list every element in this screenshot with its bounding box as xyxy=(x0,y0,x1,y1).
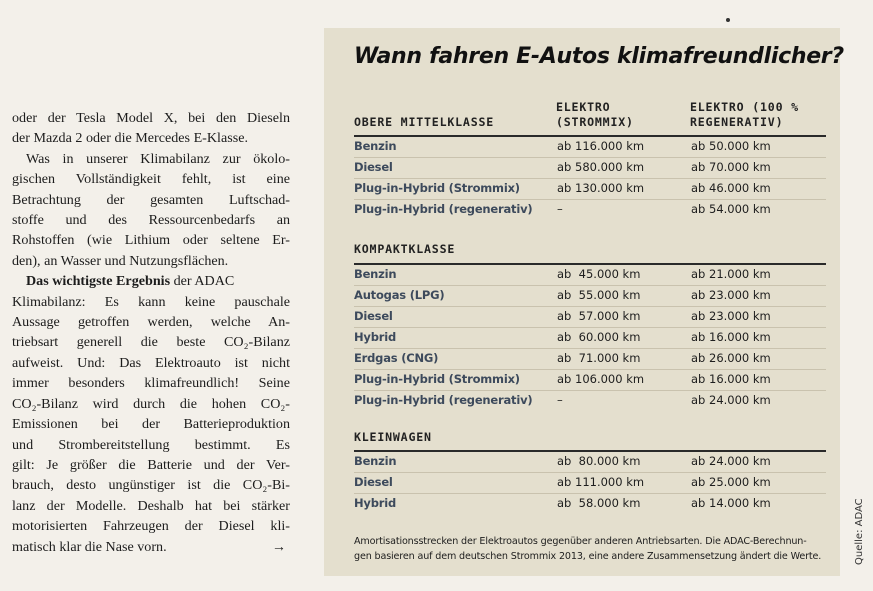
article-line: lanz der Modelle. Deshalb hat bei stärker xyxy=(12,497,290,514)
box-title: Wann fahren E-Autos klimafreundlicher? xyxy=(354,44,844,69)
box-caption xyxy=(354,534,834,564)
value-strommix: ab 130.000 km xyxy=(557,181,645,195)
bold-lead: Das wichtigste Ergebnis xyxy=(26,273,171,290)
caption-line: Amortisationsstrecken der Elektroautos gegenüber anderen Antriebsarten. Die ADAC-Berechnun- xyxy=(354,536,807,547)
table-row xyxy=(354,472,826,493)
article-text xyxy=(12,108,290,557)
article-line: stoffe und des Ressourcenbedarfs an xyxy=(12,212,290,229)
article-line: brauch, desto ungünstiger ist die CO₂-Bi- xyxy=(12,477,290,494)
print-speck xyxy=(726,18,730,22)
article-line: Aussage getroffen werden, welche An- xyxy=(12,314,290,331)
col-header-strommix-2: (STROMMIX) xyxy=(556,115,634,129)
value-regenerativ: ab 24.000 km xyxy=(691,454,771,468)
article-line: aufweist. Und: Das Elektroauto ist nicht xyxy=(12,354,290,371)
article-line: Rohstoffen (wie Lithium oder seltene Er- xyxy=(12,232,290,249)
article-line: gischen Vollständigkeit fehlt, ist eine xyxy=(12,171,290,188)
article-line: Klimabilanz: Es kann keine pauschale xyxy=(12,293,290,310)
row-label: Autogas (LPG) xyxy=(354,288,445,302)
info-box xyxy=(324,28,844,576)
row-label: Plug-in-Hybrid (Strommix) xyxy=(354,372,520,386)
row-label: Benzin xyxy=(354,454,397,468)
article-line: Betrachtung der gesamten Luftschad- xyxy=(12,191,290,208)
col-header-regenerativ-1: ELEKTRO (100 % xyxy=(690,100,799,114)
table-row xyxy=(354,157,826,178)
row-label: Benzin xyxy=(354,139,397,153)
value-strommix: ab 80.000 km xyxy=(557,454,641,468)
article-line: gilt: Je größer die Batterie und der Ver- xyxy=(12,456,290,473)
article-line: den), an Wasser und Nutzungsflächen. xyxy=(12,252,229,269)
article-line: der Mazda 2 oder die Mercedes E-Klasse. xyxy=(12,130,248,147)
row-label: Plug-in-Hybrid (regenerativ) xyxy=(354,202,533,216)
value-strommix: ab 57.000 km xyxy=(557,309,641,323)
value-regenerativ: ab 16.000 km xyxy=(691,372,771,386)
row-label: Benzin xyxy=(354,267,397,281)
table-row xyxy=(354,327,826,348)
value-regenerativ: ab 70.000 km xyxy=(691,160,771,174)
col-header-strommix-1: ELEKTRO xyxy=(556,100,611,114)
value-regenerativ: ab 21.000 km xyxy=(691,267,771,281)
article-line: CO₂-Bilanz wird durch die hohen CO₂- xyxy=(12,395,290,412)
row-label: Erdgas (CNG) xyxy=(354,351,439,365)
value-regenerativ: ab 23.000 km xyxy=(691,288,771,302)
source-credit: Quelle: ADAC xyxy=(854,498,865,565)
value-regenerativ: ab 24.000 km xyxy=(691,393,771,407)
value-strommix: ab 55.000 km xyxy=(557,288,641,302)
table-row xyxy=(354,178,826,199)
value-regenerativ: ab 23.000 km xyxy=(691,309,771,323)
value-regenerativ: ab 54.000 km xyxy=(691,202,771,216)
value-regenerativ: ab 25.000 km xyxy=(691,475,771,489)
table-row xyxy=(354,390,826,411)
table-row xyxy=(354,451,826,472)
table-row xyxy=(354,285,826,306)
article-line: oder der Tesla Model X, bei den Dieseln xyxy=(12,110,290,126)
section-name: KOMPAKTKLASSE xyxy=(354,242,456,256)
value-strommix: ab 106.000 km xyxy=(557,372,645,386)
value-regenerativ: ab 50.000 km xyxy=(691,139,771,153)
article-line: und Strombereitstellung bestimmt. Es xyxy=(12,436,290,453)
section-header xyxy=(354,100,826,130)
row-label: Diesel xyxy=(354,475,393,489)
value-strommix: ab 116.000 km xyxy=(557,139,645,153)
section-name: OBERE MITTELKLASSE xyxy=(354,115,495,129)
value-regenerativ: ab 46.000 km xyxy=(691,181,771,195)
article-line: Das wichtigste Ergebnis der ADAC xyxy=(26,273,235,290)
value-strommix: ab 58.000 km xyxy=(557,496,641,510)
table-row xyxy=(354,264,826,285)
article-line: Emissionen bei der Batterieproduktion xyxy=(12,416,290,433)
value-regenerativ: ab 16.000 km xyxy=(691,330,771,344)
article-line: immer besonders klimafreundlich! Seine xyxy=(12,375,290,392)
table-row xyxy=(354,306,826,327)
value-regenerativ: ab 26.000 km xyxy=(691,351,771,365)
value-strommix: ab 71.000 km xyxy=(557,351,641,365)
row-label: Diesel xyxy=(354,309,393,323)
row-label: Hybrid xyxy=(354,496,396,510)
table-row xyxy=(354,136,826,157)
value-strommix: ab 60.000 km xyxy=(557,330,641,344)
value-strommix: – xyxy=(557,202,563,216)
article-line: triebsart generell die beste CO₂-Bilanz xyxy=(12,334,290,351)
value-regenerativ: ab 14.000 km xyxy=(691,496,771,510)
table-row xyxy=(354,493,826,514)
article-line: Was in unserer Klimabilanz zur ökolo- xyxy=(26,150,290,167)
row-label: Plug-in-Hybrid (regenerativ) xyxy=(354,393,533,407)
table-row xyxy=(354,369,826,390)
caption-line: gen basieren auf dem deutschen Strommix 2013, eine andere Zusammensetzung ändert die Werte. xyxy=(354,551,822,562)
value-strommix: ab 580.000 km xyxy=(557,160,645,174)
table-row xyxy=(354,348,826,369)
value-strommix: ab 111.000 km xyxy=(557,475,645,489)
continue-arrow-icon: → xyxy=(271,538,286,555)
section-header xyxy=(354,430,826,446)
col-header-regenerativ-2: REGENERATIV) xyxy=(690,115,784,129)
section-header xyxy=(354,242,826,258)
article-line: matisch klar die Nase vorn. → xyxy=(12,537,290,557)
row-label: Diesel xyxy=(354,160,393,174)
table-row xyxy=(354,199,826,220)
row-label: Plug-in-Hybrid (Strommix) xyxy=(354,181,520,195)
row-label: Hybrid xyxy=(354,330,396,344)
section-name: KLEINWAGEN xyxy=(354,430,432,444)
article-line: motorisierten Fahrzeugen der Diesel kli- xyxy=(12,518,290,535)
value-strommix: ab 45.000 km xyxy=(557,267,641,281)
value-strommix: – xyxy=(557,393,563,407)
